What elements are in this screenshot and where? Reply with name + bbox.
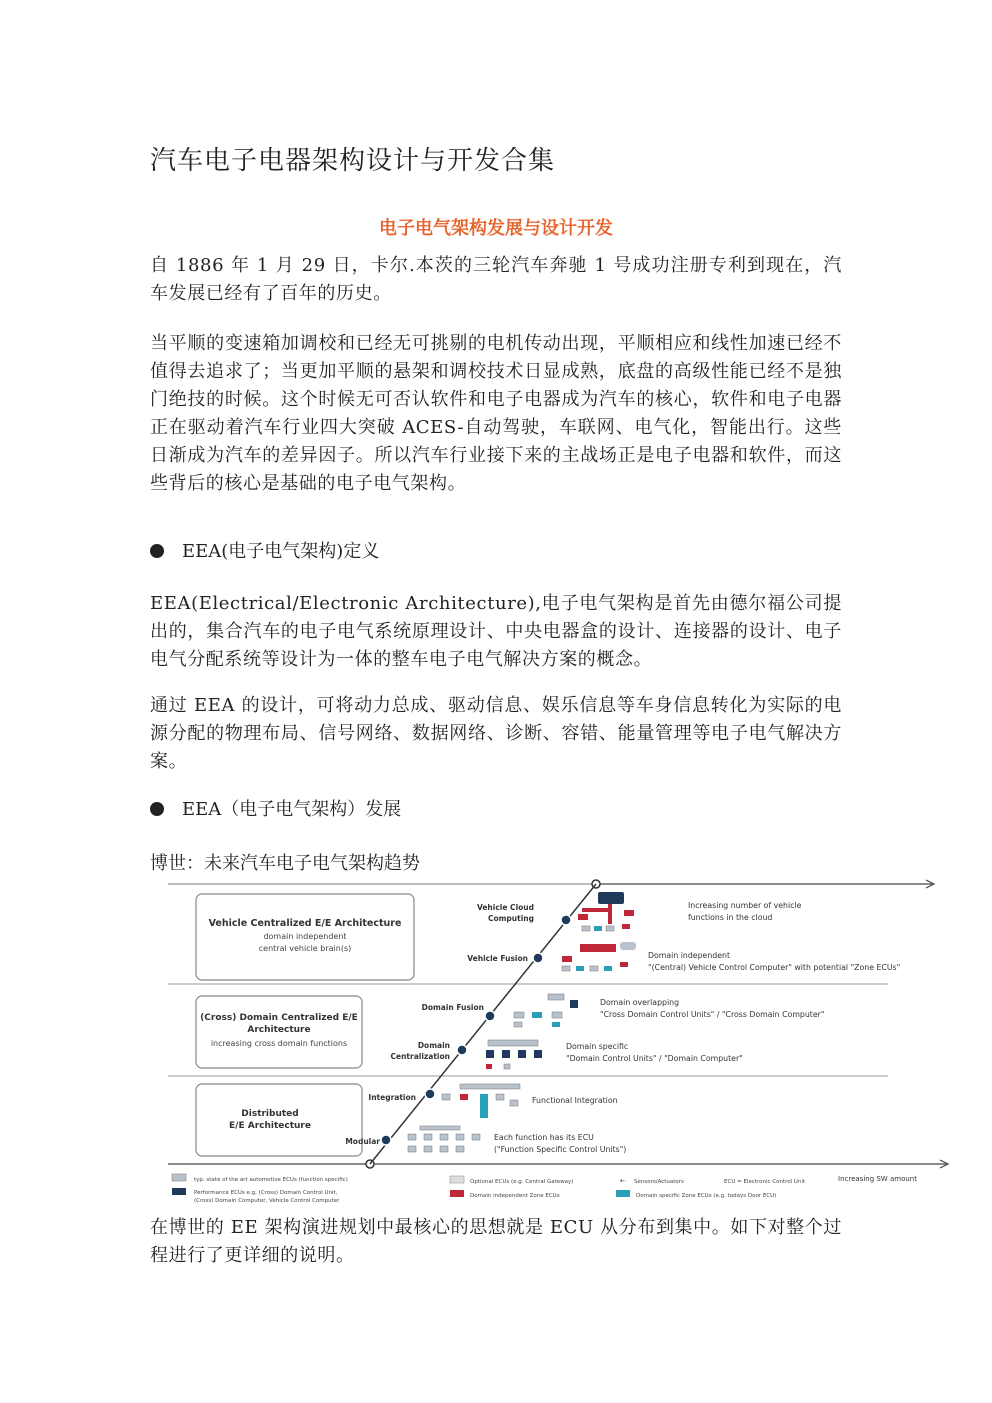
vehicle-centralized-line2: central vehicle brain(s)	[258, 944, 352, 953]
figure-legend	[172, 1174, 917, 1204]
bullet-dot-icon	[150, 802, 164, 816]
legend-l1: typ. state of the art automotive ECUs (function specific)	[194, 1177, 348, 1183]
legend-l2a: Performance ECUs e.g. (Cross) Domain Control Unit,	[194, 1190, 338, 1196]
legend-l2b: (Cross) Domain Computer, Vehicle Control Computer	[194, 1198, 340, 1204]
step-integration: Integration	[368, 1093, 416, 1102]
ecu-cluster-integration	[442, 1084, 520, 1118]
bullet-eea-development: EEA（电子电气架构）发展	[150, 796, 401, 824]
distributed-title1: Distributed	[241, 1109, 299, 1119]
desc-fusion2: "(Central) Vehicle Control Computer" with potential "Zone ECUs"	[648, 963, 901, 972]
legend-l4: Domain independent Zone ECUs	[470, 1193, 560, 1199]
paragraph-bosch-evolution: 在博世的 EE 架构演进规划中最核心的思想就是 ECU 从分布到集中。如下对整个过程进行了更详细的说明。	[150, 1217, 842, 1266]
axis-label: Increasing SW amount	[838, 1175, 917, 1183]
desc-specific2: "Domain Control Units" / "Domain Computer"	[566, 1054, 743, 1063]
desc-modular2: ("Function Specific Control Units")	[494, 1145, 627, 1154]
desc-overlap2: "Cross Domain Control Units" / "Cross Domain Computer"	[600, 1010, 825, 1019]
vehicle-centralized-line1: domain independent	[263, 932, 347, 941]
distributed-title2: E/E Architecture	[229, 1121, 311, 1131]
cross-domain-title2: Architecture	[247, 1025, 311, 1035]
vehicle-centralized-title: Vehicle Centralized E/E Architecture	[208, 918, 402, 929]
legend-l3: Optional ECUs (e.g. Central Gateway)	[470, 1179, 574, 1185]
cross-domain-line1: increasing cross domain functions	[210, 1039, 348, 1048]
desc-cloud2: functions in the cloud	[688, 913, 773, 922]
desc-modular1: Each function has its ECU	[494, 1133, 594, 1142]
desc-specific1: Domain specific	[566, 1042, 629, 1051]
paragraph-eea-definition: EEA(Electrical/Electronic Architecture),电子电气架构是首先由德尔福公司提出的，集合汽车的电子电气系统原理设计、中央电器盒的设计、连接器的设计、电子电气分配系统等设计为一体的整车电子电气解决方案的概念。	[150, 593, 842, 670]
step-domain-label2: Centralization	[390, 1052, 450, 1061]
step-modular: Modular	[345, 1137, 380, 1146]
step-cloud-label1: Vehicle Cloud	[476, 903, 534, 912]
distributed-box	[196, 1084, 362, 1156]
legend-l7: ECU = Electronic Control Unit	[724, 1179, 806, 1185]
figure-caption: 博世：未来汽车电子电气架构趋势	[150, 853, 420, 874]
section-heading: 电子电气架构发展与设计开发	[379, 218, 613, 239]
ecu-cluster-modular	[408, 1126, 480, 1152]
step-vehicle-fusion: Vehicle Fusion	[467, 954, 528, 963]
ecu-cluster-fusion	[562, 942, 636, 971]
sensor-arrow-icon: ⇠	[620, 1177, 626, 1185]
legend-l6: Domain specific Zone ECUs (e.g. todays Door ECU)	[636, 1193, 777, 1199]
ecu-cluster-cloud	[578, 892, 634, 931]
step-domain-label1: Domain	[417, 1041, 450, 1050]
paragraph-eea-design: 通过 EEA 的设计，可将动力总成、驱动信息、娱乐信息等车身信息转化为实际的电源分配的物理布局、信号网络、数据网络、诊断、容错、能量管理等电子电气解决方案。	[150, 695, 842, 772]
ecu-cluster-domain-centralization	[486, 1040, 542, 1069]
desc-cloud1: Increasing number of vehicle	[688, 901, 802, 910]
paragraph-trend: 当平顺的变速箱加调校和已经无可挑剔的电机传动出现，平顺相应和线性加速已经不值得去追求了；当更加平顺的悬架和调校技术日显成熟，底盘的高级性能已经不是独门绝技的时候。这个时候无可否认软件和电子电器成为汽车的核心，软件和电子电器正在驱动着汽车行业四大突破 ACES-自动驾驶，车联网、电气化，智能出行。这些日渐成为汽车的差异因子。所以汽车行业接下来的主战场正是电子电器和软件，而这些背后的核心是基础的电子电气架构。	[150, 333, 842, 494]
desc-fusion1: Domain independent	[648, 951, 731, 960]
bosch-ee-architecture-figure	[168, 872, 954, 1212]
desc-overlap1: Domain overlapping	[600, 998, 680, 1007]
step-cloud-label2: Computing	[487, 914, 534, 923]
step-domain-fusion: Domain Fusion	[421, 1003, 484, 1012]
legend-l5: Sensors/Actuators	[634, 1179, 684, 1185]
bullet-dot-icon	[150, 544, 164, 558]
document-title: 汽车电子电器架构设计与开发合集	[150, 146, 556, 176]
ecu-cluster-domain-fusion	[514, 994, 578, 1027]
cross-domain-title1: (Cross) Domain Centralized E/E	[200, 1013, 358, 1023]
desc-integration: Functional Integration	[532, 1096, 618, 1105]
paragraph-history: 自 1886 年 1 月 29 日，卡尔.本茨的三轮汽车奔驰 1 号成功注册专利到现在，汽车发展已经有了百年的历史。	[150, 255, 842, 304]
bullet-eea-definition: EEA(电子电气架构)定义	[150, 538, 379, 566]
